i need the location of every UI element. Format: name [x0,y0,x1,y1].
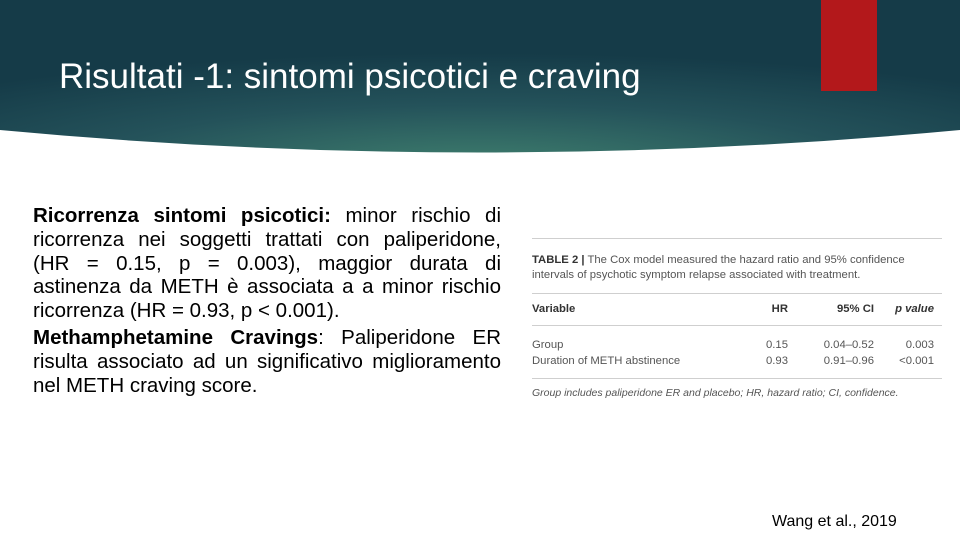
red-accent-tab [821,0,877,91]
table-cell: 0.04–0.52 [823,339,874,351]
cox-model-table [532,238,942,399]
table-label: TABLE 2 | [532,254,585,266]
slide-title: Risultati -1: sintomi psicotici e craving [59,57,641,96]
title-banner [0,0,960,175]
table-cell: 0.93 [766,355,788,367]
paragraph-heading: Ricorrenza sintomi psicotici: [33,204,331,227]
paragraph-cravings [33,326,501,397]
citation: Wang et al., 2019 [772,513,897,530]
table-cell: 0.91–0.96 [823,355,874,367]
header-cell: 95% CI [836,303,874,315]
paragraph-psychotic-symptoms [33,204,501,323]
table-cell: Group [532,339,564,351]
paragraph-text: minor rischio di ricorrenza nei soggetti trattati con paliperidone, (HR = 0.15, p = 0.003), maggior durata di astinenza da METH è associata a a minor rischio ricorrenza (HR = 0.93, p < 0.001). [33,204,501,323]
header-cell: p value [895,303,934,315]
body-text [33,204,501,397]
paragraph-heading: Methamphetamine Cravings [33,325,319,349]
header-cell: Variable [532,303,576,315]
table-body [532,326,942,378]
table-caption-text: The Cox model measured the hazard ratio and 95% confidence intervals of psychotic symptom relapse associated with treatment. [532,254,905,281]
table-row [532,337,942,353]
table-caption [532,239,942,293]
table-cell: <0.001 [899,355,934,367]
table-footnote: Group includes paliperidone ER and placebo; HR, hazard ratio; CI, confidence. [532,387,899,399]
table-header-row [532,294,942,325]
table-cell: 0.003 [905,339,934,351]
table-cell: Duration of METH abstinence [532,355,681,367]
table-cell: 0.15 [766,339,788,351]
table-row [532,353,942,369]
paragraph-text: : Paliperidone ER risulta associato ad un significativo miglioramento nel METH craving score. [33,325,501,397]
header-cell: HR [771,303,788,315]
